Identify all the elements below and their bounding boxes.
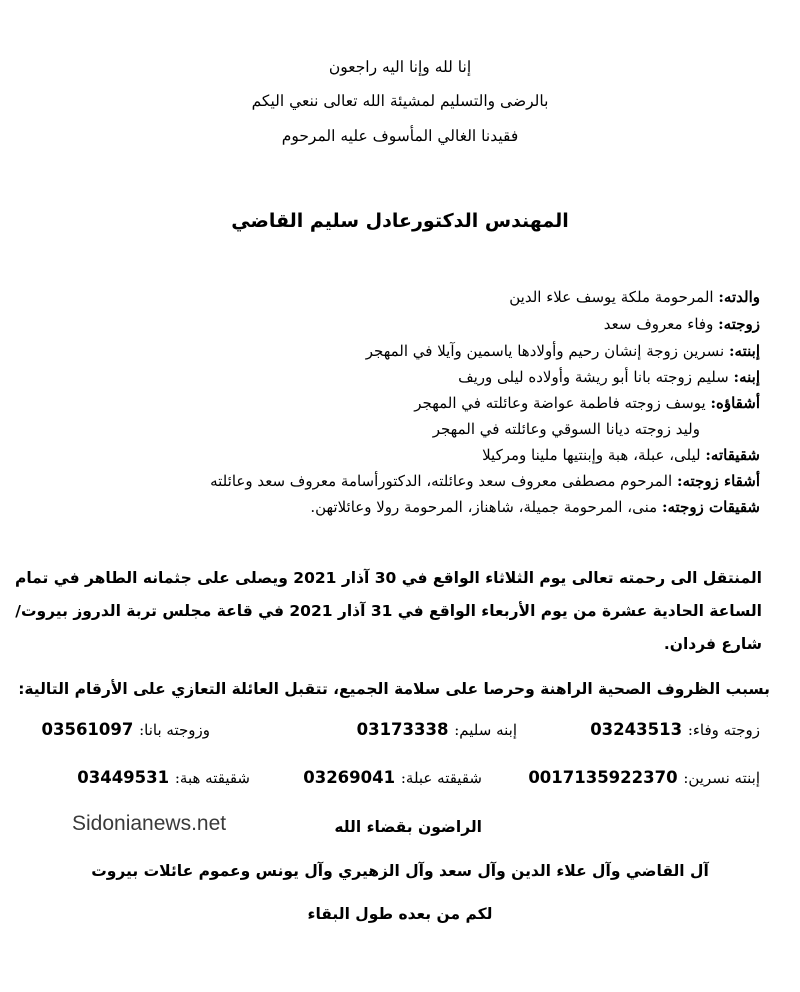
closing-final: لكم من بعده طول البقاء — [307, 905, 493, 923]
family-sisters — [482, 444, 760, 466]
contact-number: 03269041 — [303, 768, 396, 787]
contact-number: 03561097 — [41, 720, 134, 739]
contact-son-wife — [42, 720, 211, 739]
deceased-name: المهندس الدكتورعادل سليم القاضي — [231, 210, 569, 232]
funeral-line-1: المنتقل الى رحمته تعالى يوم الثلاثاء الواقع في 30 آذار 2021 ويصلى على جثمانه الطاهر في تمام — [14, 569, 762, 587]
family-wife — [604, 313, 760, 335]
contact-number: 0017135922370 — [528, 768, 678, 787]
contact-label: إبنته نسرين: — [683, 769, 760, 787]
family-value: سليم زوجته بانا أبو ريشة وأولاده ليلى وريف — [458, 368, 729, 386]
condolence-note: بسبب الظروف الصحية الراهنة وحرصا على سلامة الجميع، تتقبل العائلة التعازي على الأرقام التالية: — [18, 680, 770, 698]
funeral-line-2: الساعة الحادية عشرة من يوم الأربعاء الواقع في 31 آذار 2021 في قاعة مجلس تربة الدروز بيروت/ — [15, 602, 762, 620]
family-value: المرحومة ملكة يوسف علاء الدين — [509, 288, 714, 306]
family-label: والدته: — [718, 288, 760, 306]
funeral-line-3: شارع فردان. — [663, 635, 762, 653]
family-wife-sisters — [310, 496, 760, 518]
family-label: أشقاؤه: — [710, 394, 760, 412]
family-wife-brothers — [210, 470, 760, 492]
family-value: وفاء معروف سعد — [603, 315, 714, 333]
contact-label: إبنه سليم: — [454, 721, 517, 739]
family-brothers — [414, 392, 760, 414]
family-value: وليد زوجته ديانا السوقي وعائلته في المهجر — [432, 420, 700, 438]
contact-son — [357, 720, 517, 739]
contact-daughter — [528, 768, 760, 787]
contact-label: شقيقته هبة: — [174, 769, 250, 787]
watermark-text: Sidonianews.net — [72, 812, 227, 835]
family-value: يوسف زوجته فاطمة عواضة وعائلته في المهجر — [414, 394, 706, 412]
closing-families: آل القاضي وآل علاء الدين وآل سعد وآل الزهيري وآل يونس وعموم عائلات بيروت — [91, 862, 709, 880]
family-value: منى، المرحومة جميلة، شاهناز، المرحومة رولا وعائلاتهن. — [310, 498, 658, 516]
family-label: زوجته: — [718, 315, 760, 333]
family-value: ليلى، عبلة، هبة وإبنتيها ملينا ومركيلا — [482, 446, 701, 464]
family-daughter — [366, 340, 760, 362]
family-label: أشقاء زوجته: — [676, 472, 760, 490]
closing-resigned: الراضون بقضاء الله — [334, 818, 482, 836]
contact-sister-abla — [303, 768, 482, 787]
family-brother-2 — [433, 418, 700, 440]
contact-number: 03243513 — [590, 720, 683, 739]
family-label: شقيقاته: — [705, 446, 760, 464]
contact-label: زوجته وفاء: — [687, 721, 760, 739]
contact-number: 03449531 — [77, 768, 170, 787]
contact-wife — [590, 720, 760, 739]
contact-label: وزوجته بانا: — [139, 721, 210, 739]
contact-number: 03173338 — [356, 720, 449, 739]
opening-line-1: إنا لله وإنا اليه راجعون — [328, 58, 472, 76]
opening-line-2: بالرضى والتسليم لمشيئة الله تعالى ننعي اليكم — [251, 92, 549, 110]
contact-sister-hiba — [77, 768, 250, 787]
family-son — [458, 366, 760, 388]
family-label: إبنته: — [729, 342, 760, 360]
contact-label: شقيقته عبلة: — [400, 769, 482, 787]
family-value: نسرين زوجة إنشان رحيم وأولادها ياسمين وآيلا في المهجر — [365, 342, 725, 360]
family-label: إبنه: — [733, 368, 760, 386]
family-value: المرحوم مصطفى معروف سعد وعائلته، الدكتورأسامة معروف سعد وعائلته — [210, 472, 673, 490]
family-label: شقيقات زوجته: — [661, 498, 760, 516]
family-mother — [509, 286, 760, 308]
opening-line-3: فقيدنا الغالي المأسوف عليه المرحوم — [281, 127, 519, 145]
